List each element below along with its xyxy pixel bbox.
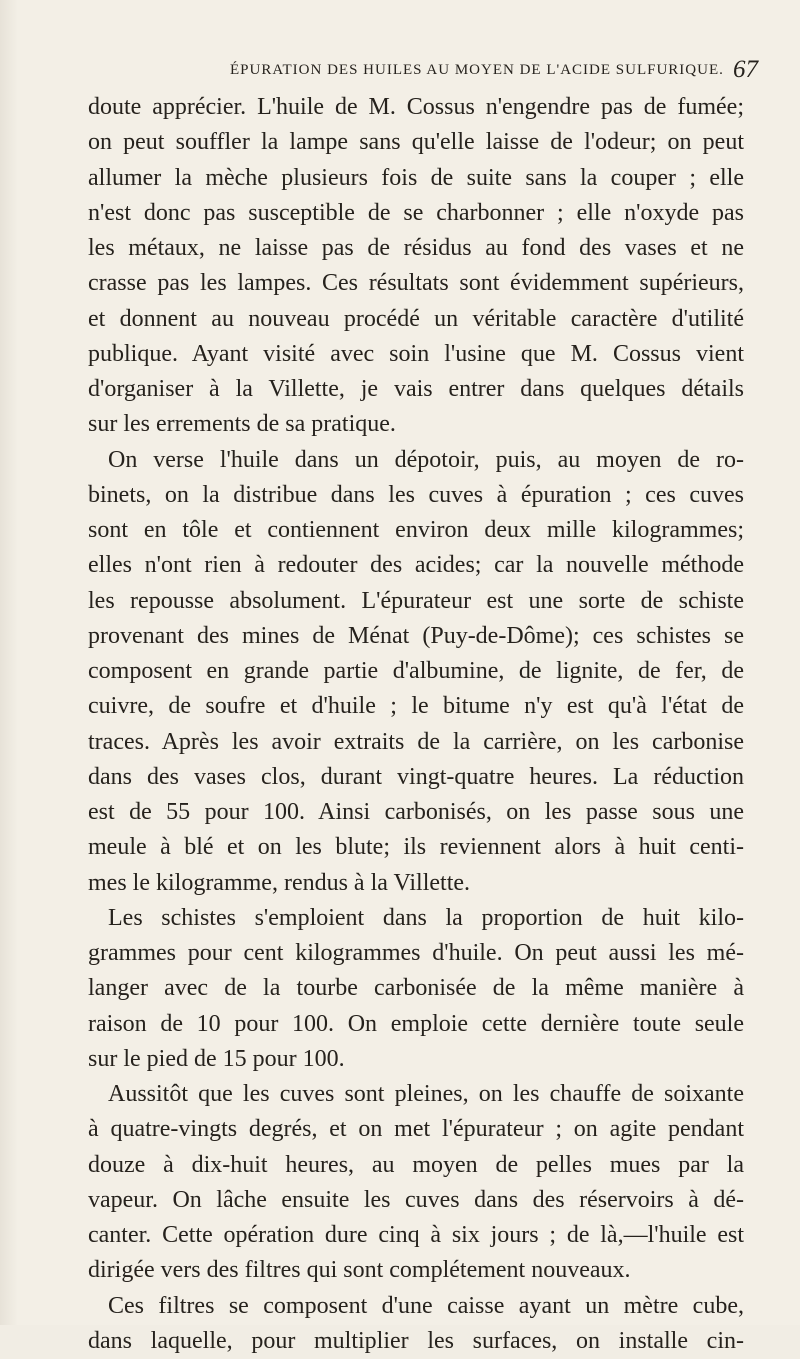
text-line: sur le pied de 15 pour 100. [88, 1045, 345, 1072]
running-title: ÉPURATION DES HUILES AU MOYEN DE L'ACIDE SULFURIQUE. [230, 62, 724, 78]
text-line: cuivre, de soufre et d'huile ; le bitume n'y est qu'à l'état de [88, 693, 744, 720]
text-line: canter. Cette opération dure cinq à six jours ; de là,—l'huile est [88, 1222, 744, 1248]
paragraph-first-line: Les schistes s'emploient dans la proportion de huit kilo- [108, 904, 744, 931]
text-line: langer avec de la tourbe carbonisée de la même manière à [88, 975, 744, 1002]
text-line: sur les errements de sa pratique. [88, 411, 396, 438]
text-line: dans laquelle, pour multiplier les surfaces, on installe cin- [88, 1327, 744, 1354]
page-number: 67 [733, 56, 758, 83]
text-line: les repousse absolument. L'épurateur est une sorte de schiste [88, 587, 744, 614]
text-line: et donnent au nouveau procédé un véritable caractère d'utilité [88, 305, 744, 332]
page-header [0, 56, 800, 90]
text-line: grammes pour cent kilogrammes d'huile. On peut aussi les mé- [88, 940, 744, 966]
page-edge-shadow [0, 0, 18, 1325]
text-line: on peut souffler la lampe sans qu'elle laisse de l'odeur; on peut [88, 129, 744, 156]
text-line: provenant des mines de Ménat (Puy-de-Dôme); ces schistes se [88, 622, 744, 649]
text-line: sont en tôle et contiennent environ deux mille kilogrammes; [88, 517, 744, 543]
text-line: dans des vases clos, durant vingt-quatre heures. La réduction [88, 763, 744, 790]
text-line: meule à blé et on les blute; ils reviennent alors à huit centi- [88, 834, 744, 861]
text-line: doute apprécier. L'huile de M. Cossus n'engendre pas de fumée; [88, 94, 744, 120]
text-line: d'organiser à la Villette, je vais entrer dans quelques détails [88, 376, 744, 402]
paragraph-first-line: On verse l'huile dans un dépotoir, puis, au moyen de ro- [108, 446, 744, 473]
paragraph-first-line: Aussitôt que les cuves sont pleines, on les chauffe de soixante [108, 1081, 744, 1107]
text-line: est de 55 pour 100. Ainsi carbonisés, on les passe sous une [88, 799, 744, 825]
text-line: binets, on la distribue dans les cuves à épuration ; ces cuves [88, 481, 744, 508]
text-line: allumer la mèche plusieurs fois de suite sans la couper ; elle [88, 164, 744, 191]
text-line: traces. Après les avoir extraits de la carrière, on les carbonise [88, 728, 744, 755]
body-text [88, 90, 744, 1359]
text-line: composent en grande partie d'albumine, de lignite, de fer, de [88, 658, 744, 684]
text-line: raison de 10 pour 100. On emploie cette dernière toute seule [88, 1010, 744, 1037]
text-line: mes le kilogramme, rendus à la Villette. [88, 869, 471, 896]
text-line: à quatre-vingts degrés, et on met l'épurateur ; on agite pendant [88, 1116, 744, 1143]
paragraph-first-line: Ces filtres se composent d'une caisse ayant un mètre cube, [108, 1292, 744, 1319]
text-line: vapeur. On lâche ensuite les cuves dans des réservoirs à dé- [88, 1186, 744, 1213]
text-line: douze à dix-huit heures, au moyen de pelles mues par la [88, 1151, 744, 1178]
text-line: elles n'ont rien à redouter des acides; car la nouvelle méthode [88, 552, 744, 579]
text-line: publique. Ayant visité avec soin l'usine que M. Cossus vient [88, 340, 744, 367]
text-line: n'est donc pas susceptible de se charbonner ; elle n'oxyde pas [88, 199, 744, 226]
text-line: les métaux, ne laisse pas de résidus au fond des vases et ne [88, 235, 744, 261]
text-line: dirigée vers des filtres qui sont complétement nouveaux. [88, 1257, 631, 1284]
text-line: crasse pas les lampes. Ces résultats sont évidemment supérieurs, [88, 270, 744, 297]
